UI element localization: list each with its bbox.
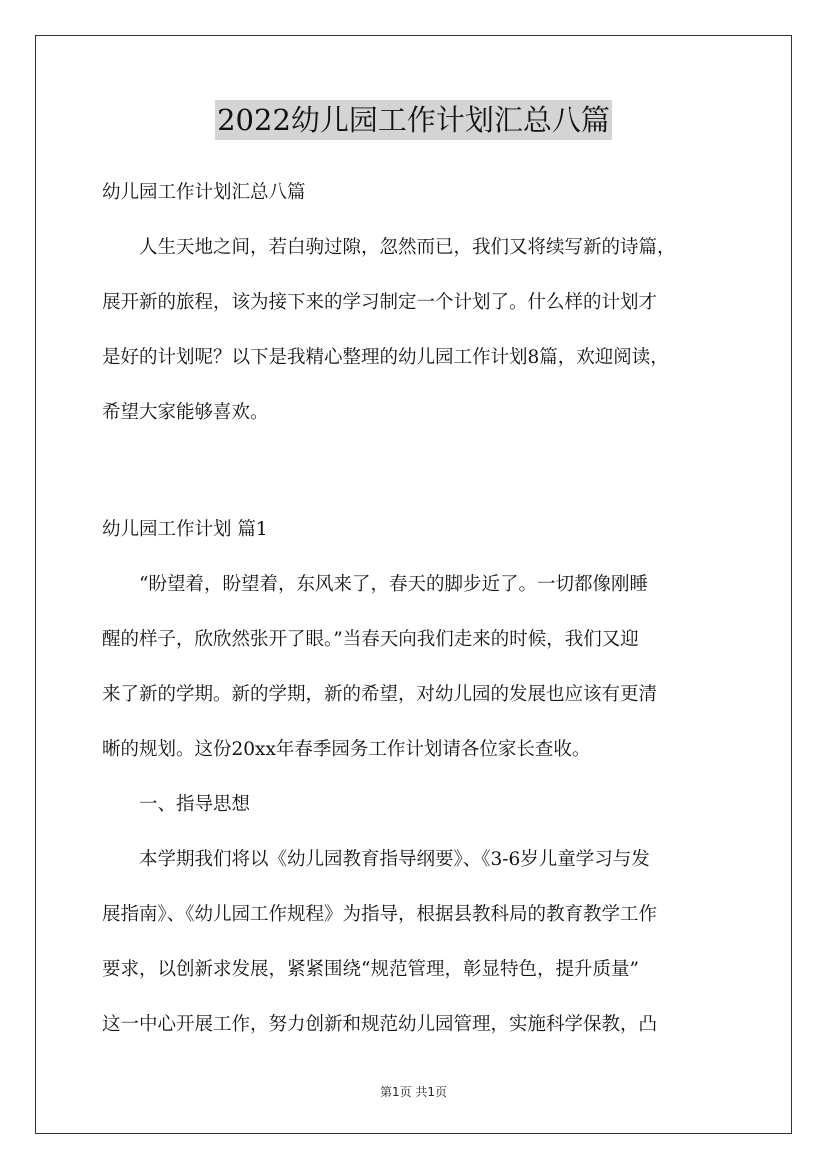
intro-line: 是好的计划呢？以下是我精心整理的幼儿园工作计划8篇，欢迎阅读，	[102, 347, 669, 368]
title-container	[0, 100, 827, 140]
intro-line: 人生天地之间，若白驹过隙，忽然而已，我们又将续写新的诗篇，	[139, 237, 676, 258]
paragraph-line: 要求，以创新求发展，紧紧围绕“规范管理，彰显特色，提升质量”	[102, 959, 639, 980]
paragraph-line: 这一中心开展工作，努力创新和规范幼儿园管理，实施科学保教，凸	[102, 1014, 658, 1035]
document-title: 2022幼儿园工作计划汇总八篇	[215, 100, 612, 140]
paragraph-line: 来了新的学期。新的学期，新的希望，对幼儿园的发展也应该有更清	[102, 684, 658, 705]
document-body	[102, 174, 742, 1044]
paragraph-line: “盼望着，盼望着，东风来了，春天的脚步近了。一切都像刚睡	[139, 574, 648, 595]
intro-line: 希望大家能够喜欢。	[102, 402, 269, 423]
page-number-label: 第1页 共1页	[379, 1085, 448, 1099]
subheading: 一、指导思想	[139, 794, 251, 815]
paragraph-line: 本学期我们将以《幼儿园教育指导纲要》、《3-6岁儿童学习与发	[139, 849, 650, 870]
subtitle-line: 幼儿园工作计划汇总八篇	[102, 182, 306, 203]
page-footer	[0, 1083, 827, 1100]
paragraph-line: 醒的样子，欣欣然张开了眼。”当春天向我们走来的时候，我们又迎	[102, 629, 639, 650]
paragraph-line: 晰的规划。这份20xx年春季园务工作计划请各位家长查收。	[102, 739, 591, 760]
section-heading: 幼儿园工作计划 篇1	[102, 519, 268, 540]
intro-line: 展开新的旅程，该为接下来的学习制定一个计划了。什么样的计划才	[102, 292, 658, 313]
paragraph-line: 展指南》、《幼儿园工作规程》为指导，根据县教科局的教育教学工作	[102, 904, 658, 925]
